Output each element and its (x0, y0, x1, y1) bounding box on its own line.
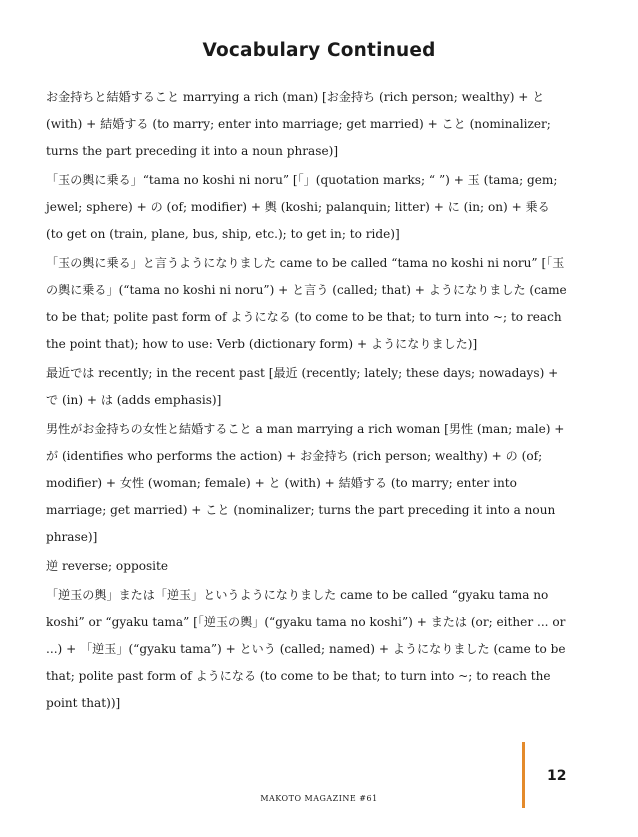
magazine-footer: MAKOTO MAGAZINE #61 (260, 794, 378, 803)
page-title: Vocabulary Continued (202, 40, 436, 61)
vocab-entry (36, 84, 568, 165)
vocab-entry-text: 「玉の輿に乗る」“tama no koshi ni noru” [「」(quotation marks; “ ”) + 玉 (tama; gem; jewel; sphere) + の (of; modifier) + 輿 (koshi; palanquin; litter) + に (in; on) + 乗る (to get on (train, plane, bus, ship, etc.); to get in; to ride)] (46, 173, 558, 241)
vocab-entry (36, 553, 568, 580)
vocabulary-list (36, 84, 568, 719)
vocab-entry-text: 逆 reverse; opposite (46, 559, 169, 573)
vocab-entry-text: 「玉の輿に乗る」と言うようになりました came to be called “tama no koshi ni noru” [「玉の輿に乗る」(“tama no koshi ni noru”) + と言う (called; that) + ようになりました (came to be that; polite past form of ようになる (to come to be that; to turn into ~; to reach the point that); how to use: Verb (dictionary form) + ようになりました)] (46, 256, 567, 351)
vocab-entry-text: お金持ちと結婚すること marrying a rich (man) [お金持ち (rich person; wealthy) + と (with) + 結婚する (to marry; enter into marriage; get married) + こと (nominalizer; turns the part preceding it into a noun phrase)] (46, 90, 551, 158)
vocab-entry (36, 360, 568, 414)
vocab-entry (36, 582, 568, 717)
vocab-entry-text: 男性がお金持ちの女性と結婚すること a man marrying a rich woman [男性 (man; male) + が (identifies who performs the action) + お金持ち (rich person; wealthy) + の (of; modifier) + 女性 (woman; female) + と (with) + 結婚する (to marry; enter into marriage; get married) + こと (nominalizer; turns the part preceding it into a noun phrase)] (46, 422, 565, 544)
vocab-entry-text: 「逆玉の輿」または「逆玉」というようになりました came to be called “gyaku tama no koshi” or “gyaku tama” [「逆玉の輿」(“gyaku tama no koshi”) + または (or; either ... or ...) + 「逆玉」(“gyaku tama”) + という (called; named) + ようになりました (came to be that; polite past form of ようになる (to come to be that; to turn into ~; to reach the point that))] (46, 588, 566, 710)
vocab-entry-text: 最近では recently; in the recent past [最近 (recently; lately; these days; nowadays) + で (in) + は (adds emphasis)] (46, 366, 559, 407)
vocab-entry (36, 167, 568, 248)
page-number: 12 (547, 768, 567, 784)
vocab-entry (36, 416, 568, 551)
vocab-entry (36, 250, 568, 358)
